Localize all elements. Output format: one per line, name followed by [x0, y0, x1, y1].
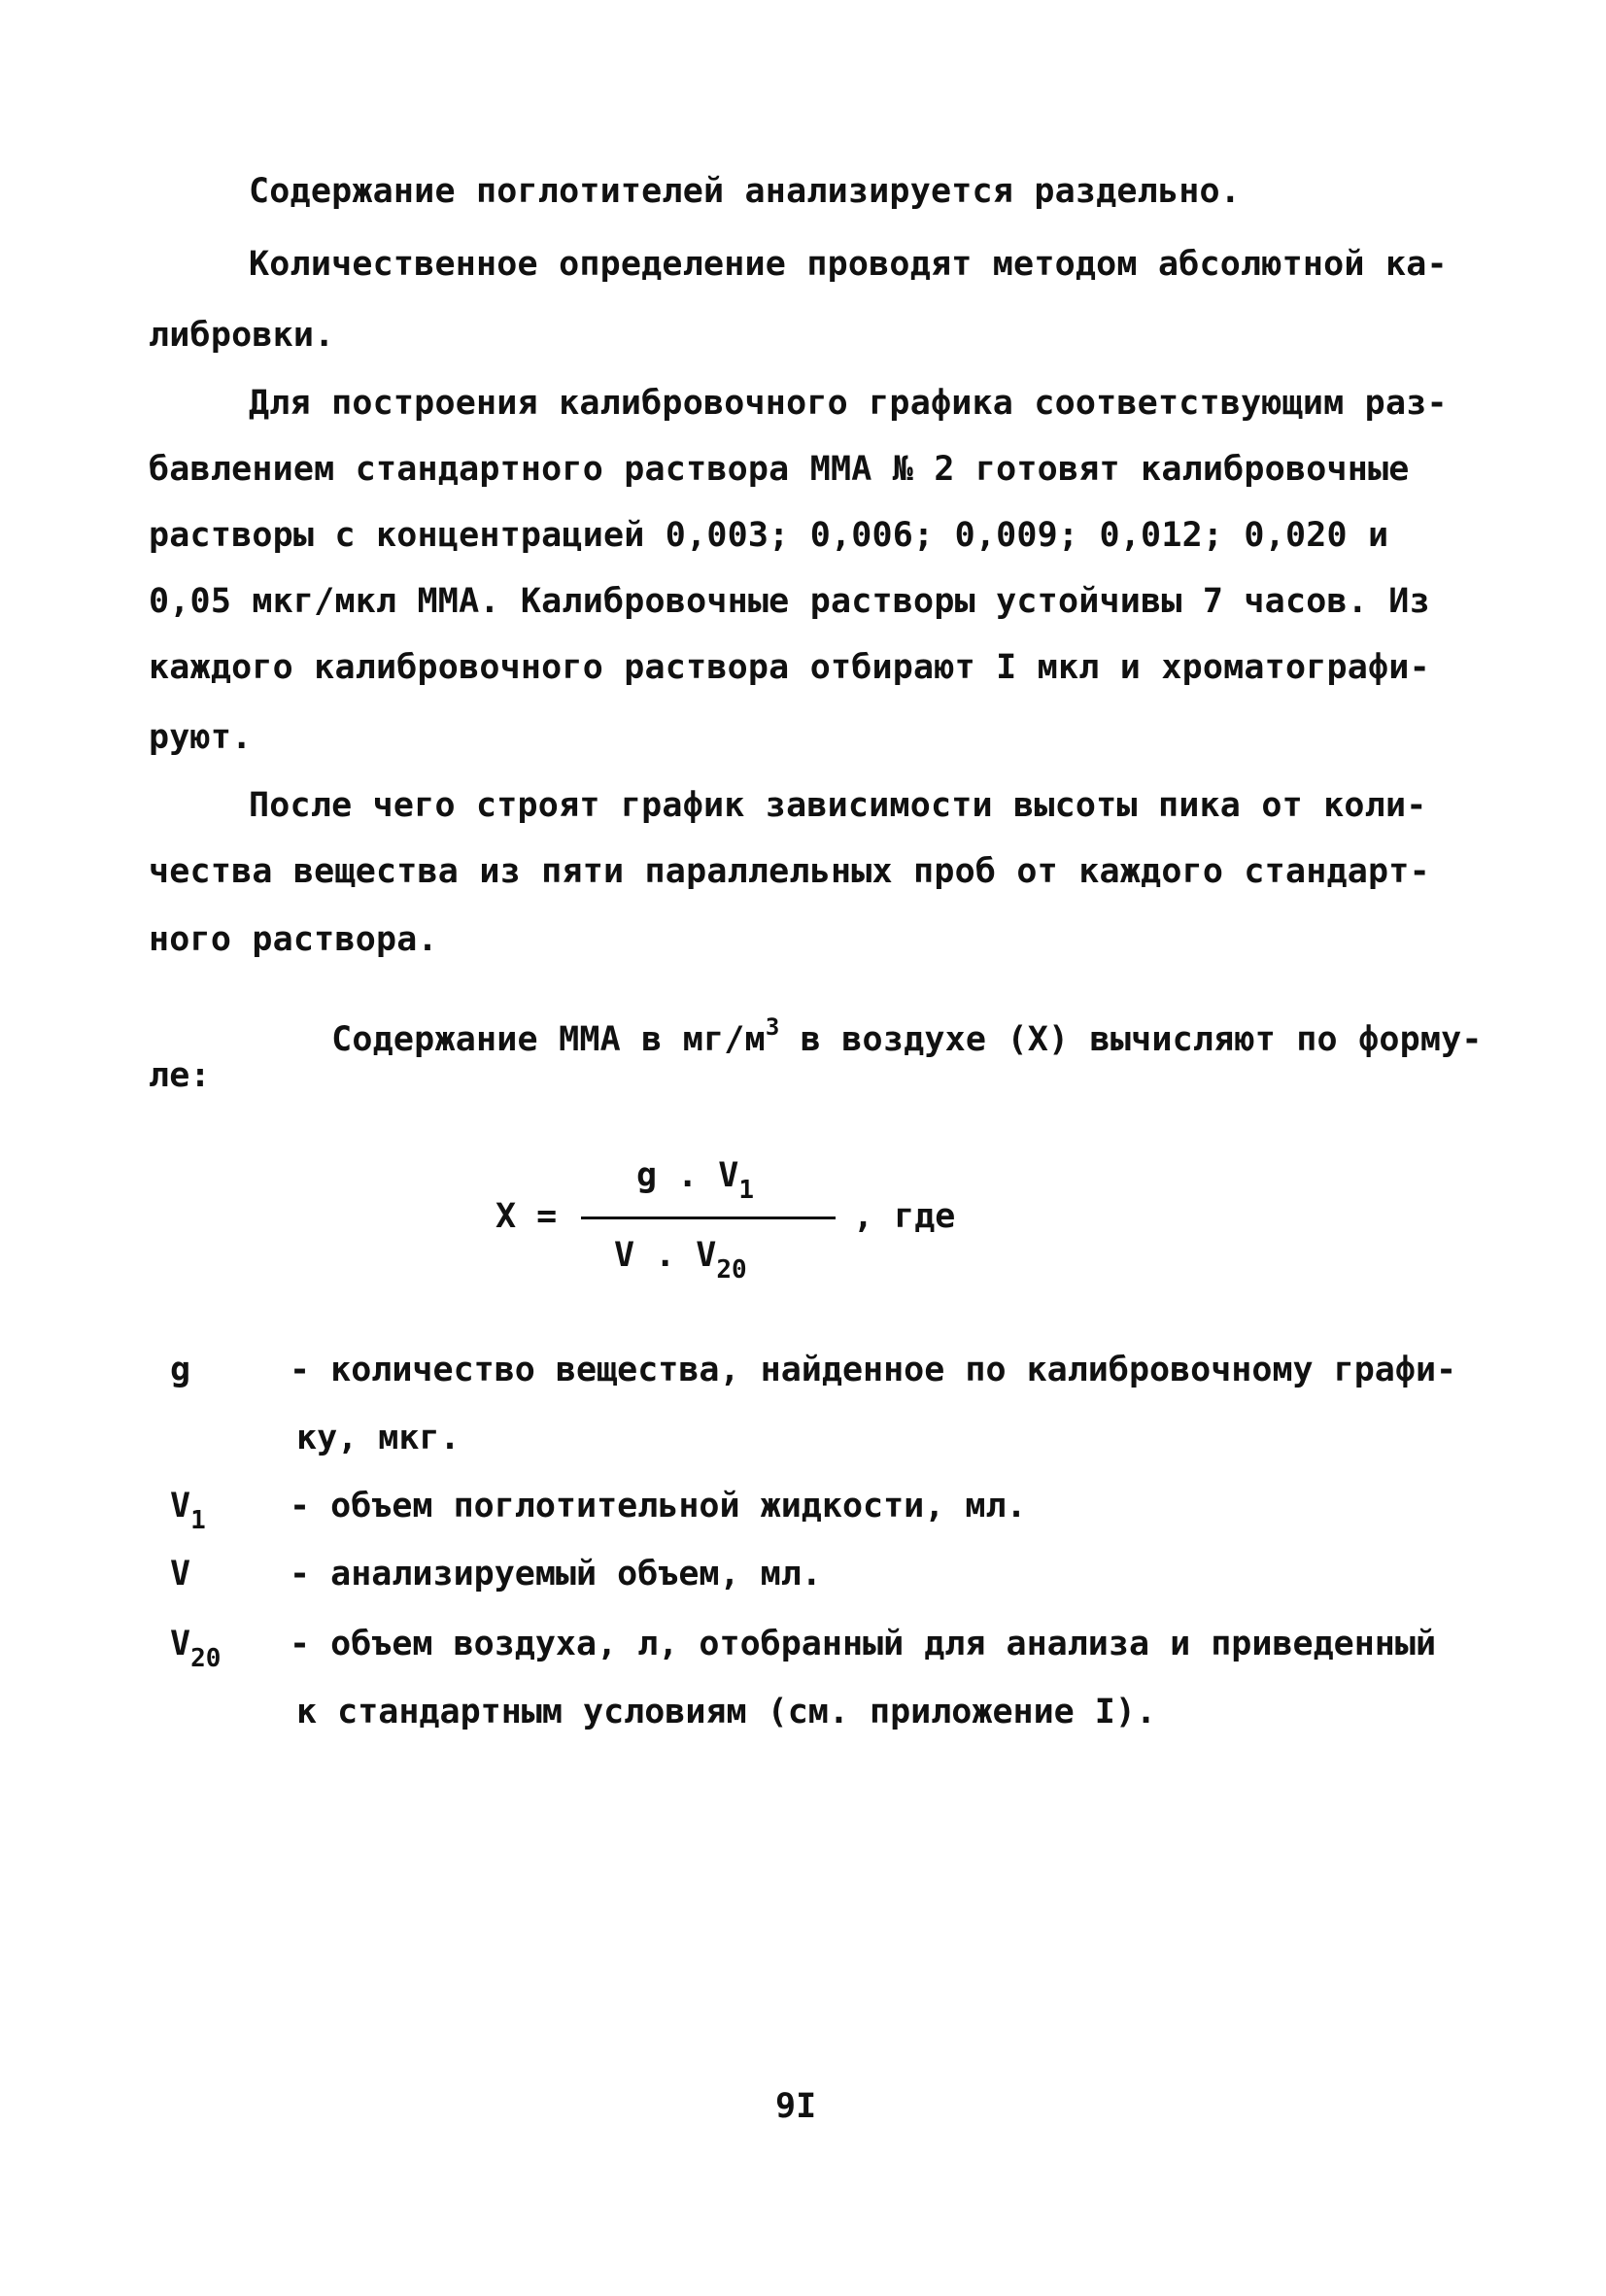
content-text-b: в воздухе (X) вычисляют по форму- — [779, 1020, 1483, 1059]
fraction-bar — [581, 1217, 836, 1219]
definition-text-g-line-1: - количество вещества, найденное по калибровочному графи- — [290, 1351, 1457, 1389]
definition-symbol-g — [170, 1351, 190, 1389]
paragraph-graph-line-1: После чего строят график зависимости высоты пика от коли- — [249, 786, 1427, 825]
definition-text-v1: - объем поглотительной жидкости, мл. — [290, 1487, 1027, 1525]
formula-lhs: X = — [495, 1197, 558, 1236]
def-symbol: V — [170, 1555, 191, 1593]
definition-symbol-v — [170, 1555, 190, 1593]
paragraph-calibration-line-5: каждого калибровочного раствора отбирают I мкл и хроматографи- — [149, 648, 1430, 687]
numerator-subscript: 1 — [738, 1176, 755, 1205]
def-symbol-subscript: 20 — [190, 1644, 222, 1673]
denominator-subscript: 20 — [716, 1255, 747, 1285]
paragraph-calibration-line-2: бавлением стандартного раствора ММА № 2 готовят калибровочные — [149, 450, 1410, 489]
formula-denominator — [614, 1236, 747, 1285]
paragraph-calibration-line-6: руют. — [149, 718, 253, 757]
formula-where: , где — [853, 1197, 956, 1236]
paragraph-calibration-line-4: 0,05 мкг/мкл ММА. Калибровочные растворы устойчивы 7 часов. Из — [149, 582, 1430, 621]
def-symbol: g — [170, 1351, 191, 1389]
page-number: 9I — [775, 2087, 817, 2126]
definition-text-v: - анализируемый объем, мл. — [290, 1555, 822, 1593]
paragraph-graph-line-3: ного раствора. — [149, 920, 438, 959]
paragraph-absorber-analysis: Содержание поглотителей анализируется раздельно. — [249, 172, 1242, 211]
definition-symbol-v20 — [170, 1625, 222, 1673]
paragraph-content-line-1 — [249, 989, 1483, 1091]
content-text-a: Содержание ММА в мг/м — [331, 1020, 766, 1059]
definition-text-v20-line-1: - объем воздуха, л, отобранный для анализа и приведенный — [290, 1625, 1437, 1663]
definition-text-v20-line-2: к стандартным условиям (см. приложение I). — [296, 1693, 1157, 1731]
formula — [495, 1156, 1001, 1292]
definition-symbol-v1 — [170, 1487, 206, 1535]
paragraph-quantitative-line-1: Количественное определение проводят методом абсолютной ка- — [249, 245, 1448, 284]
formula-numerator — [636, 1156, 755, 1205]
def-symbol: V — [170, 1487, 191, 1525]
def-symbol: V — [170, 1625, 191, 1663]
paragraph-calibration-line-3: растворы с концентрацией 0,003; 0,006; 0,009; 0,012; 0,020 и — [149, 516, 1389, 555]
def-symbol-subscript: 1 — [190, 1506, 206, 1535]
numerator-text: g . V — [636, 1156, 739, 1195]
paragraph-content-line-2: ле: — [149, 1056, 211, 1095]
paragraph-graph-line-2: чества вещества из пяти параллельных проб от каждого стандарт- — [149, 852, 1430, 891]
paragraph-quantitative-line-2: либровки. — [149, 316, 335, 355]
definition-text-g-line-2: ку, мкг. — [296, 1419, 461, 1457]
paragraph-calibration-line-1: Для построения калибровочного графика соответствующим раз- — [249, 384, 1448, 423]
denominator-text: V . V — [614, 1236, 717, 1275]
cube-superscript: 3 — [765, 1013, 780, 1041]
